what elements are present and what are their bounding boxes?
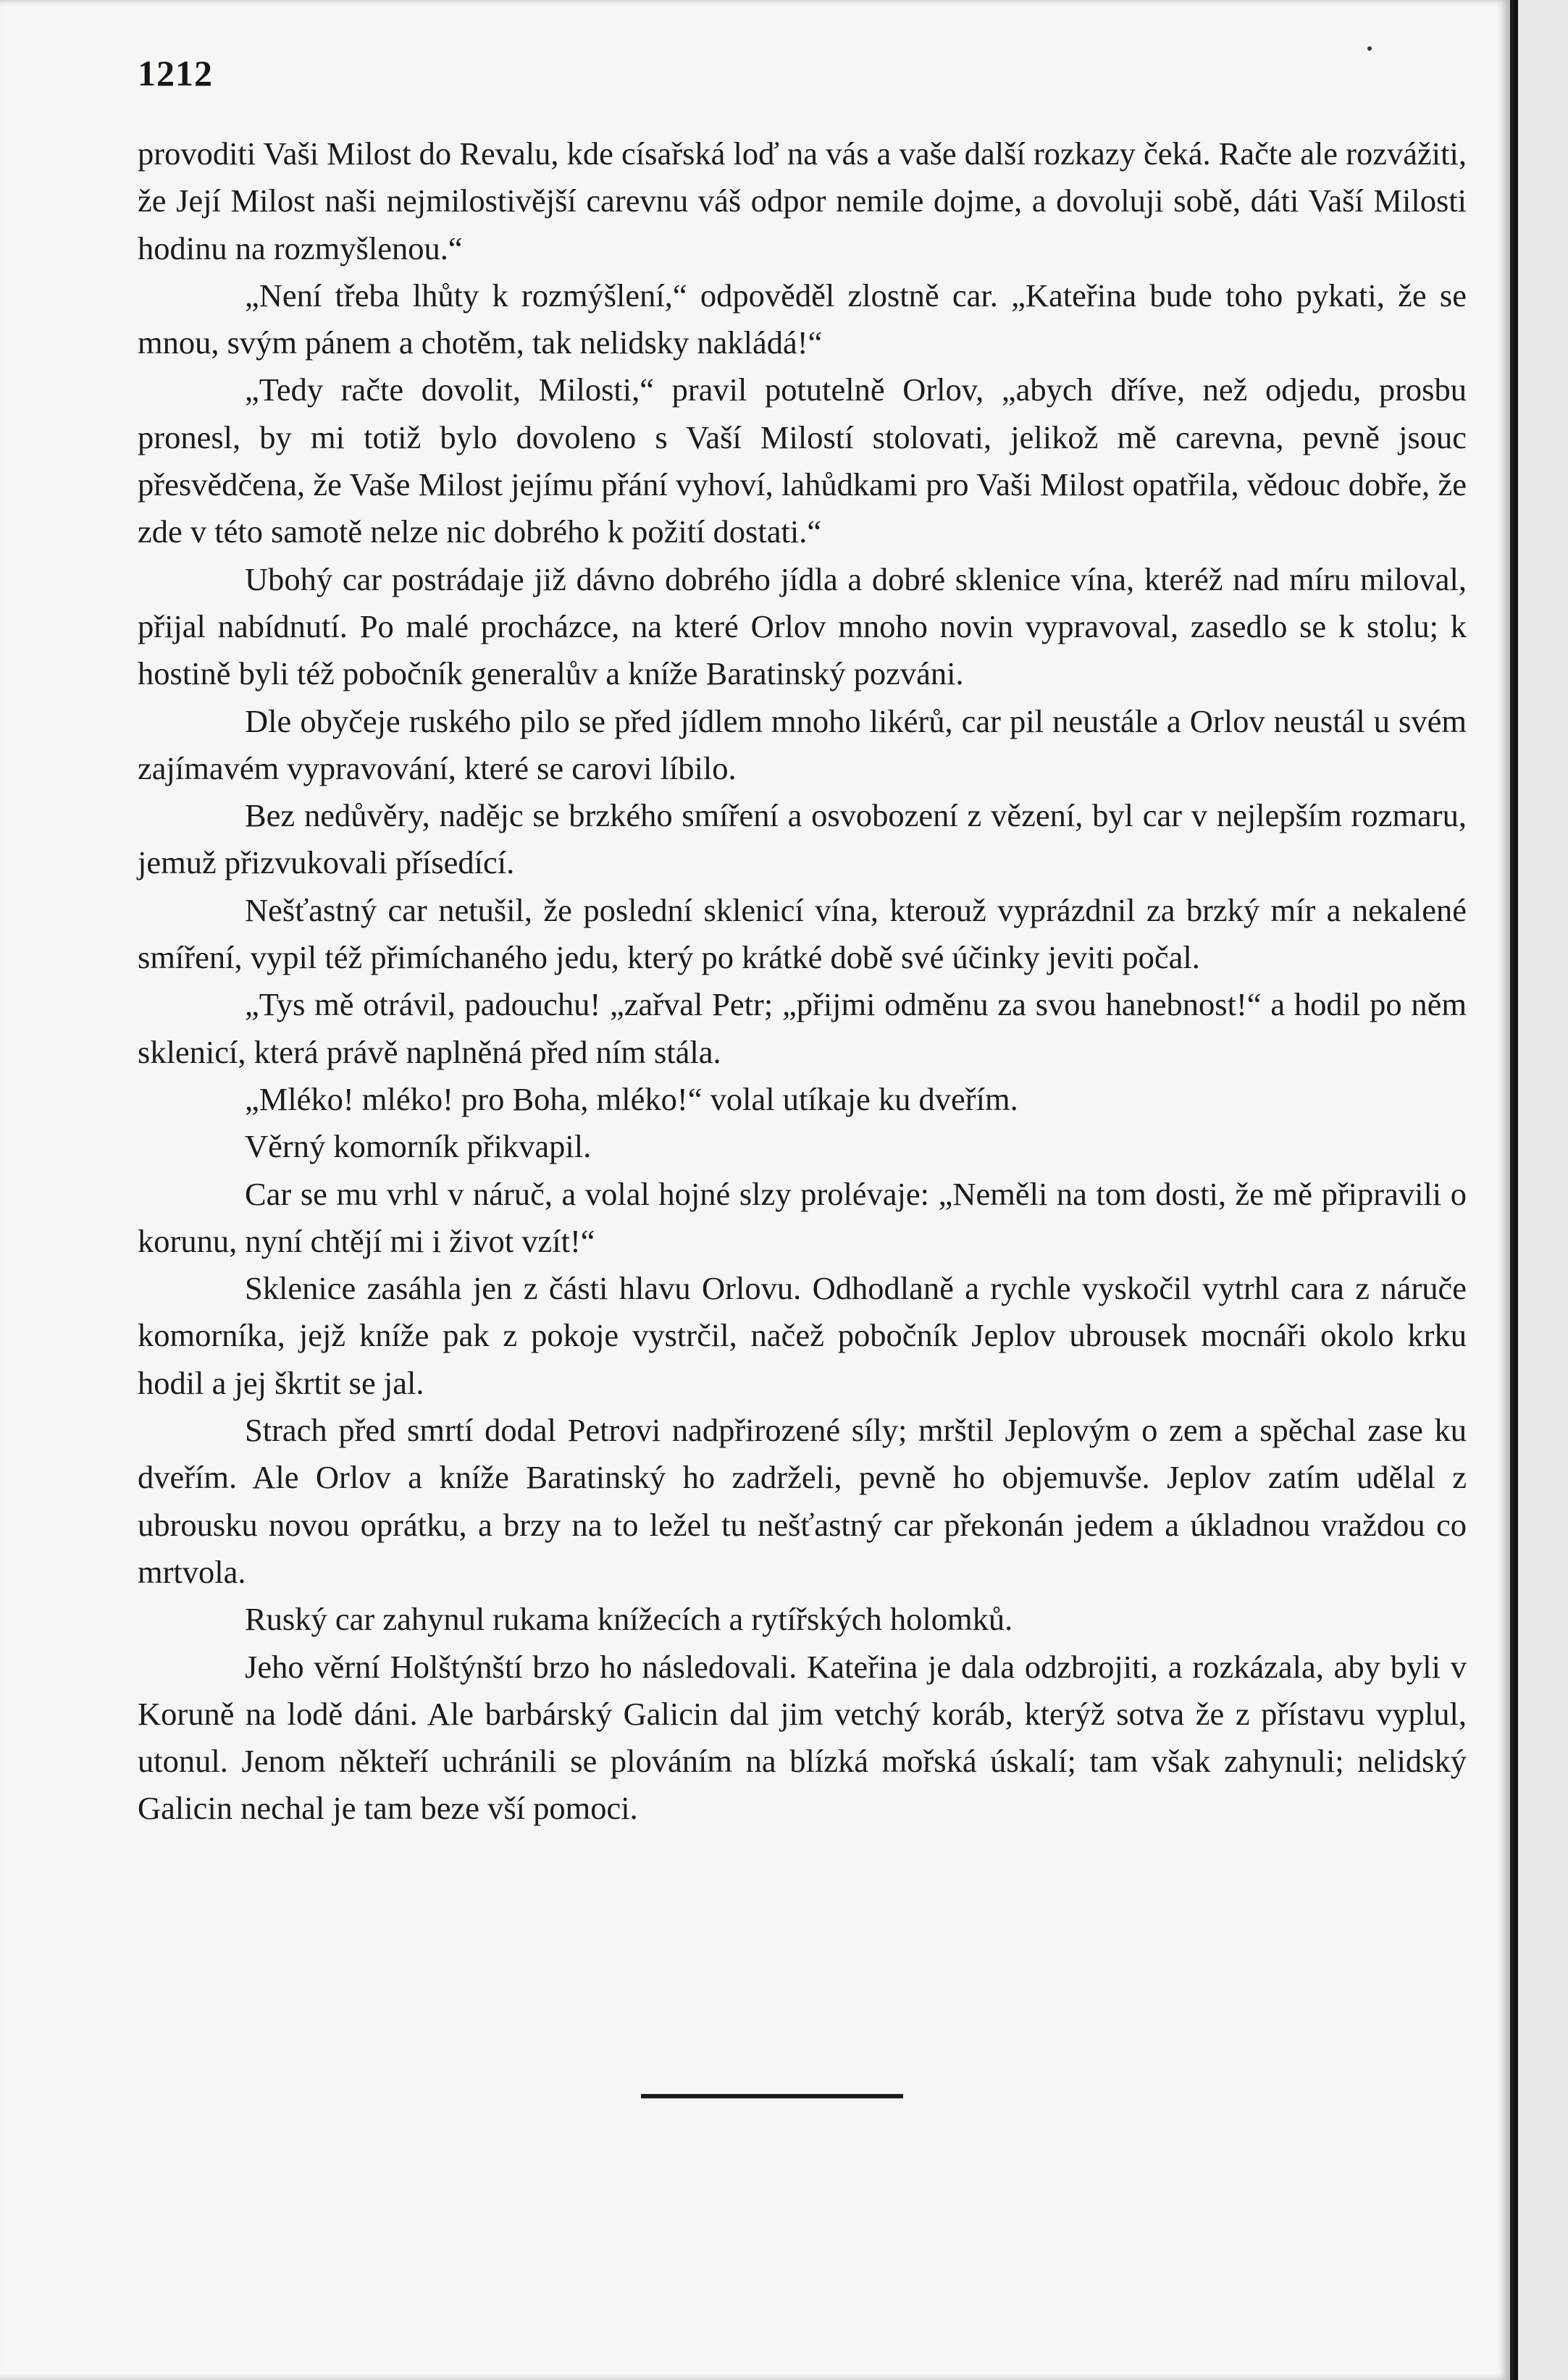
paragraph: Sklenice zasáhla jen z části hlavu Orlovu. Odhodlaně a rychle vyskočil vytrhl cara z náruče komorníka, jejž kníže pak z pokoje vystrčil, načež pobočník Jeplov ubrousek mocnáři okolo krku hodil a jej škrtit se jal. xyxy=(138,1270,1467,1401)
paragraph: Věrný komorník přikvapil. xyxy=(245,1128,592,1165)
paragraph: Car se mu vrhl v náruč, a volal hojné slzy prolévaje: „Neměli na tom dosti, že mě připravili o korunu, nyní chtějí mi i život vzít!“ xyxy=(138,1175,1467,1259)
paragraph: „Mléko! mléko! pro Boha, mléko!“ volal utíkaje ku dveřím. xyxy=(245,1080,1018,1117)
paragraph: Bez nedůvěry, nadějc se brzkého smíření a osvobození z vězení, byl car v nejlepším rozmaru, jemuž přizvukovali přísedící. xyxy=(138,797,1467,881)
paragraph: „Tys mě otrávil, padouchu! „zařval Petr; „přijmi odměnu za svou hanebnost!“ a hodil po něm sklenicí, která právě naplněná před ním stála. xyxy=(138,986,1467,1070)
paragraph: Strach před smrtí dodal Petrovi nadpřirozené síly; mrštil Jeplovým o zem a spěchal zase ku dveřím. Ale Orlov a kníže Baratinský ho zadrželi, pevně ho objemuvše. Jeplov zatím udělal z ubrousku novou oprátku, a brzy na to ležel tu nešťastný car překonán jedem a úkladnou vraždou co mrtvola. xyxy=(138,1412,1467,1590)
paragraph: provoditi Vaši Milost do Revalu, kde císařská loď na vás a vaše další rozkazy čeká. Račte ale rozvážiti, že Její Milost naši nejmilostivější carevnu váš odpor nemile dojme, a dovoluji sobě, dáti Vaší Milosti hodinu na rozmyšlenou.“ xyxy=(138,135,1467,266)
paragraph: Ruský car zahynul rukama knížecích a rytířských holomků. xyxy=(245,1601,1013,1638)
paragraph: Jeho věrní Holštýnští brzo ho následovali. Kateřina je dala odzbrojiti, a rozkázala, aby byli v Koruně na lodě dáni. Ale barbárský Galicin dal jim vetchý koráb, kterýž sotva že z přístavu vyplul, utonul. Jenom někteří uchránili se plováním na blízká mořská úskalí; tam však zahynuli; nelidský Galicin nechal je tam beze vší pomoci. xyxy=(138,1648,1467,1827)
paragraph: Nešťastný car netušil, že poslední sklenicí vína, kterouž vyprázdnil za brzký mír a nekalené smíření, vypil též přimíchaného jedu, který po krátké době své účinky jeviti počal. xyxy=(138,891,1467,976)
page-number: 1212 xyxy=(138,53,213,93)
print-speck xyxy=(1367,46,1372,51)
paragraph: „Není třeba lhůty k rozmýšlení,“ odpověděl zlostně car. „Kateřina bude toho pykati, že se mnou, svým pánem a chotěm, tak nelidsky nakládá!“ xyxy=(138,277,1467,361)
section-end-rule xyxy=(641,2094,903,2098)
scan-background-edge xyxy=(1514,0,1568,2380)
paragraph: Dle obyčeje ruského pilo se před jídlem mnoho likérů, car pil neustále a Orlov neustál u svém zajímavém vypravování, které se carovi líbilo. xyxy=(138,702,1467,786)
paragraph: „Tedy račte dovolit, Milosti,“ pravil potutelně Orlov, „abych dříve, než odjedu, prosbu pronesl, by mi totiž bylo dovoleno s Vaší Milostí stolovati, jelikož mě carevna, pevně jsouc přesvědčena, že Vaše Milost jejímu přání vyhoví, lahůdkami pro Vaši Milost opatřila, vědouc dobře, že zde v této samotě nelze nic dobrého k požití dostati.“ xyxy=(138,371,1467,550)
body-text xyxy=(138,130,1467,1833)
paragraph: Ubohý car postrádaje již dávno dobrého jídla a dobré sklenice vína, kteréž nad míru miloval, přijal nabídnutí. Po malé procházce, na které Orlov mnoho novin vypravoval, zasedlo se k stolu; k hostině byli též pobočník generalův a kníže Baratinský pozváni. xyxy=(138,560,1467,692)
